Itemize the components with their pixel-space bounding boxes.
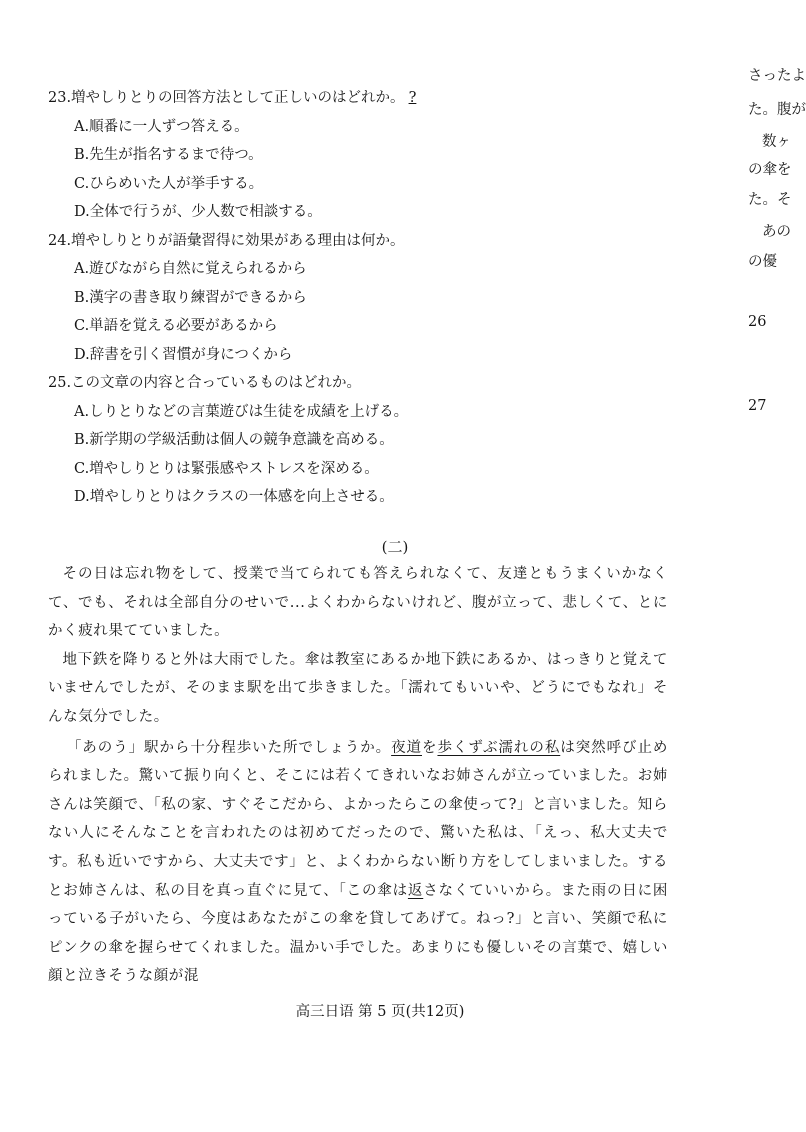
question-stem <box>48 84 728 113</box>
text-segment: 「あのう」駅から十分程歩いた所でしょうか。 <box>66 739 392 756</box>
question-25 <box>48 369 728 512</box>
option-a: A.遊びながら自然に覚えられるから <box>74 261 307 277</box>
option-c: C.増やしりとりは緊張感やストレスを深める。 <box>74 460 379 477</box>
question-number-26: 26 <box>748 314 767 330</box>
question-stem: 25.この文章の内容と合っているものはどれか。 <box>48 375 362 391</box>
question-stem-text: 23.増やしりとりの回答方法として正しいのはどれか。 <box>48 90 405 106</box>
underlined-phrase: 夜道 <box>391 739 422 756</box>
option-b: B.漢字の書き取り練習ができるから <box>74 289 307 306</box>
option-a: A.しりとりなどの言葉遊びは生徒を成績を上げる。 <box>74 403 409 420</box>
reading-passage <box>48 560 668 991</box>
question-number-27: 27 <box>748 398 767 414</box>
right-margin-fragment: あの <box>762 224 791 240</box>
right-margin-fragment: た。そ <box>748 192 792 208</box>
option-b: B.先生が指名するまで待つ。 <box>74 147 263 163</box>
question-stem: 24.増やしりとりが語彙習得に効果がある理由は何か。 <box>48 232 405 249</box>
question-24 <box>48 227 728 370</box>
handwritten-mark: ? <box>408 90 417 106</box>
right-margin-fragment: 数ヶ <box>762 134 791 150</box>
option-d: D.増やしりとりはクラスの一体感を向上させる。 <box>74 489 394 505</box>
option-b: B.新学期の学級活動は個人の競争意識を高める。 <box>74 432 394 448</box>
section-heading: (二) <box>381 538 409 556</box>
text-segment: さなくていいから。また雨の日に困っている子がいたら、今度はあなたがこの傘を貸してあげて。ねっ?」と言い、笑顔で私にピンクの傘を握らせてくれました。温かい手でした。あまりにも優しいその言葉で、嬉しい顔と泣きそうな顔が混 <box>48 882 668 985</box>
option-d: D.辞書を引く習慣が身につくから <box>74 346 293 363</box>
option-a: A.順番に一人ずつ答える。 <box>74 118 249 135</box>
underlined-phrase: 返 <box>407 882 424 899</box>
option-c: C.ひらめいた人が挙手する。 <box>74 175 264 192</box>
underlined-phrase: 歩くずぶ濡れの私 <box>437 739 561 756</box>
paragraph-1: その日は忘れ物をして、授業で当てられても答えられなくて、友達ともうまくいかなくて、でも、それは全部自分のせいで...よくわからないけれど、腹が立って、悲しくて、とにかく疲れ果てていました。 <box>48 566 668 640</box>
option-c: C.単語を覚える必要があるから <box>74 318 278 334</box>
right-margin-fragment: た。腹が <box>748 102 806 118</box>
option-d: D.全体で行うが、少人数で相談する。 <box>74 204 322 220</box>
text-segment: は突然呼び止められました。驚いて振り向くと、そこには若くてきれいなお姉さんが立っていました。お姉さんは笑顔で、「私の家、すぐそこだから、よかったらこの傘使って?」と言いました。知らない人にそんなことを言われたのは初めてだったので、驚いた私は、「えっ、私大丈夫です。私も近いですから、大丈夫です」と、よくわからない断り方をしてしまいました。するとお姉さんは、私の目を真っ直ぐに見て、「この傘は <box>48 739 669 899</box>
right-margin-fragment: の優 <box>748 254 777 270</box>
paragraph-3 <box>48 734 668 991</box>
text-segment: を <box>422 739 438 756</box>
question-23 <box>48 84 728 227</box>
right-margin-fragment: の傘を <box>748 162 792 178</box>
page-footer: 高三日语 第 5 页(共12页) <box>295 1004 465 1020</box>
paragraph-2: 地下鉄を降りると外は大雨でした。傘は教室にあるか地下鉄にあるか、はっきりと覚えていませんでしたが、そのまま駅を出て歩きました。「濡れてもいいや、どうにでもなれ」そんな気分でした。 <box>48 651 668 725</box>
question-list <box>48 84 728 512</box>
right-margin-fragment: さったよ <box>748 68 806 84</box>
